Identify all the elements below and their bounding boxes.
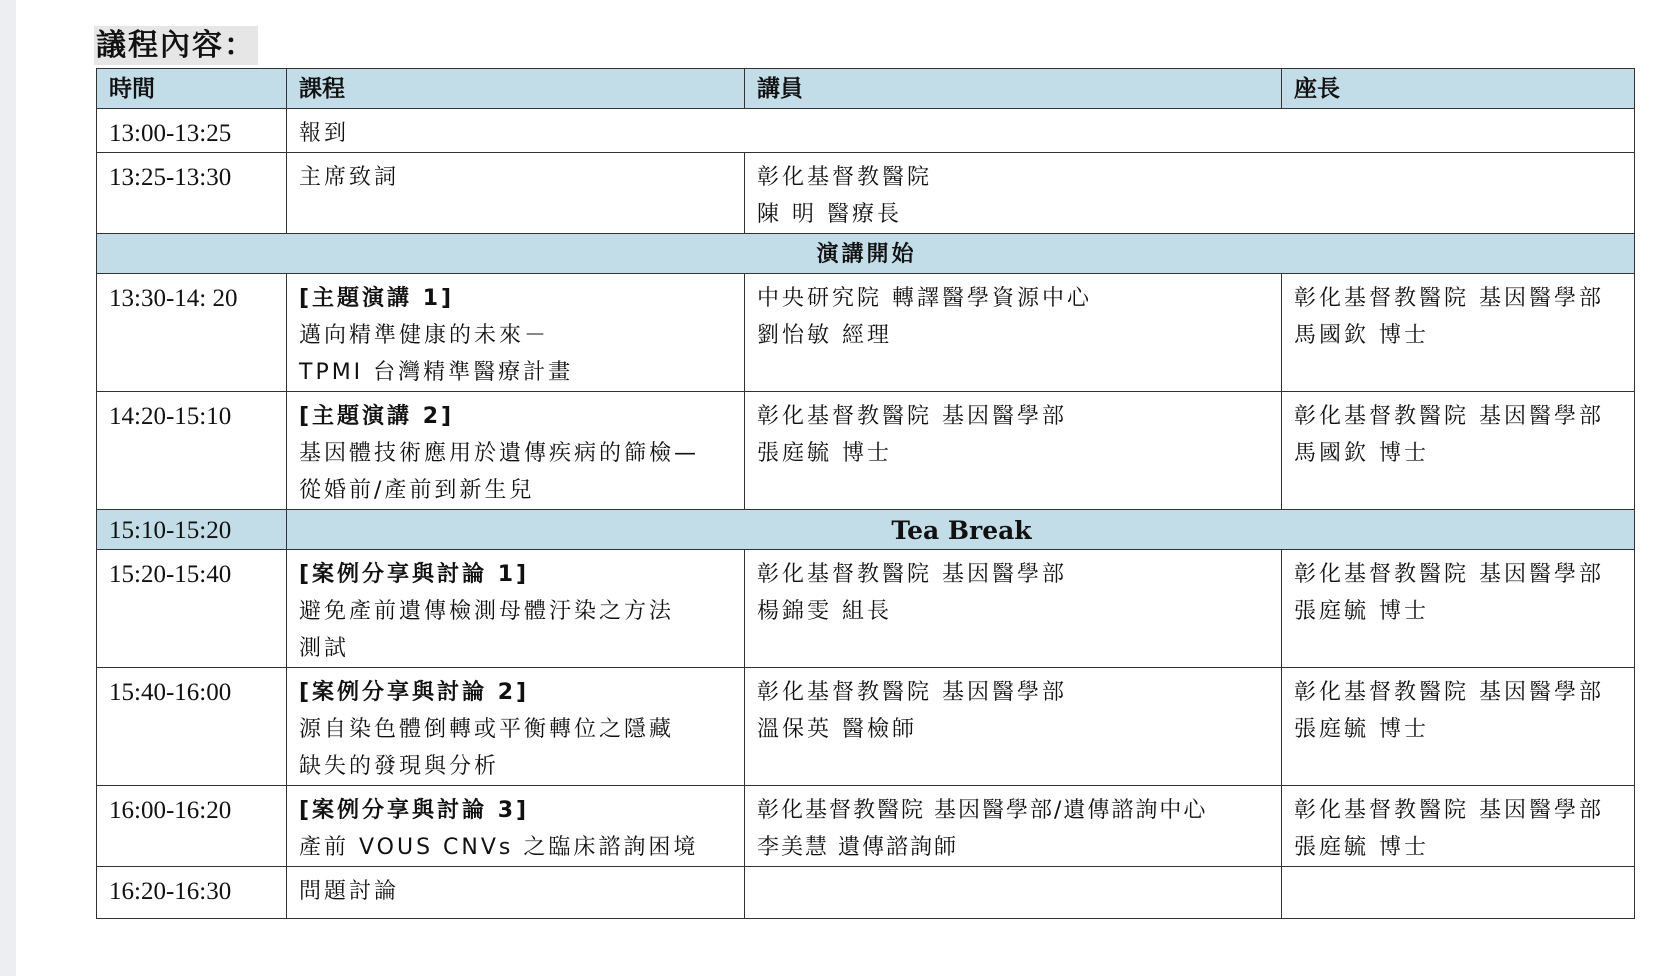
speaker-cell: 中央研究院 轉譯醫學資源中心 劉怡敏 經理: [745, 274, 1282, 392]
course-cell: 問題討論: [287, 867, 745, 919]
table-row: [97, 274, 1635, 392]
table-row: [97, 550, 1635, 668]
time-cell: 13:25-13:30: [97, 153, 287, 234]
chair-cell: 彰化基督教醫院 基因醫學部 馬國欽 博士: [1282, 392, 1635, 510]
speaker-cell: 彰化基督教醫院 基因醫學部 楊錦雯 組長: [745, 550, 1282, 668]
course-cell: [主題演講 1] 邁向精準健康的未來－ TPMI 台灣精準醫療計畫: [287, 274, 745, 392]
chair-cell: 彰化基督教醫院 基因醫學部 張庭毓 博士: [1282, 668, 1635, 786]
agenda-table: [96, 68, 1635, 919]
table-row: [97, 786, 1635, 867]
table-header-row: [97, 69, 1635, 109]
time-cell: 15:40-16:00: [97, 668, 287, 786]
speaker-cell: 彰化基督教醫院 基因醫學部 張庭毓 博士: [745, 392, 1282, 510]
section-band-label: 演講開始: [97, 234, 1635, 274]
tea-break-label: Tea Break: [287, 510, 1635, 550]
table-row: [97, 668, 1635, 786]
time-cell: 16:00-16:20: [97, 786, 287, 867]
course-cell: [案例分享與討論 1] 避免產前遺傳檢測母體汙染之方法 測試: [287, 550, 745, 668]
time-cell: 16:20-16:30: [97, 867, 287, 919]
time-cell: 15:20-15:40: [97, 550, 287, 668]
column-header-chair: 座長: [1282, 69, 1635, 109]
time-cell: 15:10-15:20: [97, 510, 287, 550]
speaker-cell: 彰化基督教醫院 基因醫學部 溫保英 醫檢師: [745, 668, 1282, 786]
time-cell: 13:00-13:25: [97, 109, 287, 153]
table-row: [97, 109, 1635, 153]
speaker-cell: 彰化基督教醫院 基因醫學部/遺傳諮詢中心 李美慧 遺傳諮詢師: [745, 786, 1282, 867]
column-header-time: 時間: [97, 69, 287, 109]
course-cell: [主題演講 2] 基因體技術應用於遺傳疾病的篩檢— 從婚前/產前到新生兒: [287, 392, 745, 510]
table-row: [97, 867, 1635, 919]
course-cell: 報到: [287, 109, 1635, 153]
speaker-cell: 彰化基督教醫院 陳 明 醫療長: [745, 153, 1635, 234]
course-cell: [案例分享與討論 2] 源自染色體倒轉或平衡轉位之隱藏 缺失的發現與分析: [287, 668, 745, 786]
chair-cell: [1282, 867, 1635, 919]
section-band-row: [97, 234, 1635, 274]
column-header-speaker: 講員: [745, 69, 1282, 109]
time-cell: 13:30-14: 20: [97, 274, 287, 392]
column-header-course: 課程: [287, 69, 745, 109]
chair-cell: 彰化基督教醫院 基因醫學部 張庭毓 博士: [1282, 550, 1635, 668]
document-page: [16, 0, 1680, 976]
course-cell: 主席致詞: [287, 153, 745, 234]
table-row: [97, 153, 1635, 234]
chair-cell: 彰化基督教醫院 基因醫學部 馬國欽 博士: [1282, 274, 1635, 392]
time-cell: 14:20-15:10: [97, 392, 287, 510]
chair-cell: 彰化基督教醫院 基因醫學部 張庭毓 博士: [1282, 786, 1635, 867]
speaker-cell: [745, 867, 1282, 919]
table-row: [97, 392, 1635, 510]
tea-break-row: [97, 510, 1635, 550]
agenda-heading: 議程內容：: [96, 28, 256, 63]
course-cell: [案例分享與討論 3] 產前 VOUS CNVs 之臨床諮詢困境: [287, 786, 745, 867]
